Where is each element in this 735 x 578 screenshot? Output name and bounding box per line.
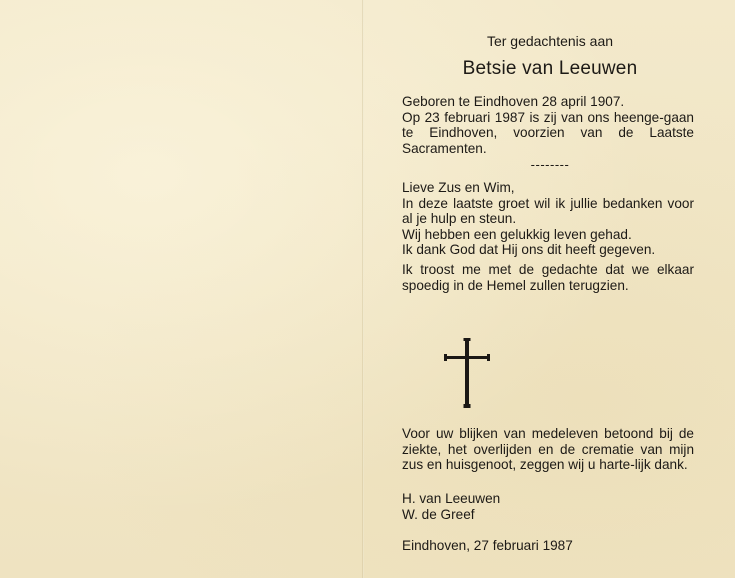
message-salutation: Lieve Zus en Wim, bbox=[402, 180, 515, 195]
message-hope: Ik troost me met de gedachte dat we elkaar spoedig in de Hemel zullen terugzien. bbox=[402, 261, 694, 293]
card-right-panel bbox=[364, 0, 735, 578]
cross-icon bbox=[444, 338, 490, 408]
thanks-paragraph: Voor uw blijken van medeleven betoond bij de ziekte, het overlijden en de crematie van mijn zus en huisgenoot, zeggen wij u harte-lijk dank. bbox=[402, 426, 694, 473]
birth-line: Geboren te Eindhoven 28 april 1907. bbox=[402, 94, 625, 109]
thanks-text bbox=[402, 426, 694, 473]
deceased-name: Betsie van Leeuwen bbox=[462, 58, 638, 79]
birth-death-notice bbox=[402, 94, 694, 156]
message-line: Ik dank God dat Hij ons dit heeft gegeven. bbox=[402, 242, 656, 258]
message-line: Wij hebben een gelukkig leven gehad. bbox=[402, 226, 632, 242]
death-line: Op 23 februari 1987 is zij van ons heenge-gaan te Eindhoven, voorzien van de Laatste Sacramenten. bbox=[402, 109, 694, 156]
place-date: Eindhoven, 27 februari 1987 bbox=[402, 538, 573, 553]
card-left-panel bbox=[0, 0, 362, 578]
section-divider: -------- bbox=[530, 157, 570, 172]
message-line: In deze laatste groet wil ik jullie bedanken voor al je hulp en steun. bbox=[402, 195, 694, 227]
signature-line: H. van Leeuwen bbox=[402, 491, 501, 506]
signature-line: W. de Greef bbox=[402, 506, 475, 522]
farewell-message bbox=[402, 180, 694, 293]
memorial-heading: Ter gedachtenis aan bbox=[486, 33, 614, 49]
signatures bbox=[402, 491, 694, 522]
